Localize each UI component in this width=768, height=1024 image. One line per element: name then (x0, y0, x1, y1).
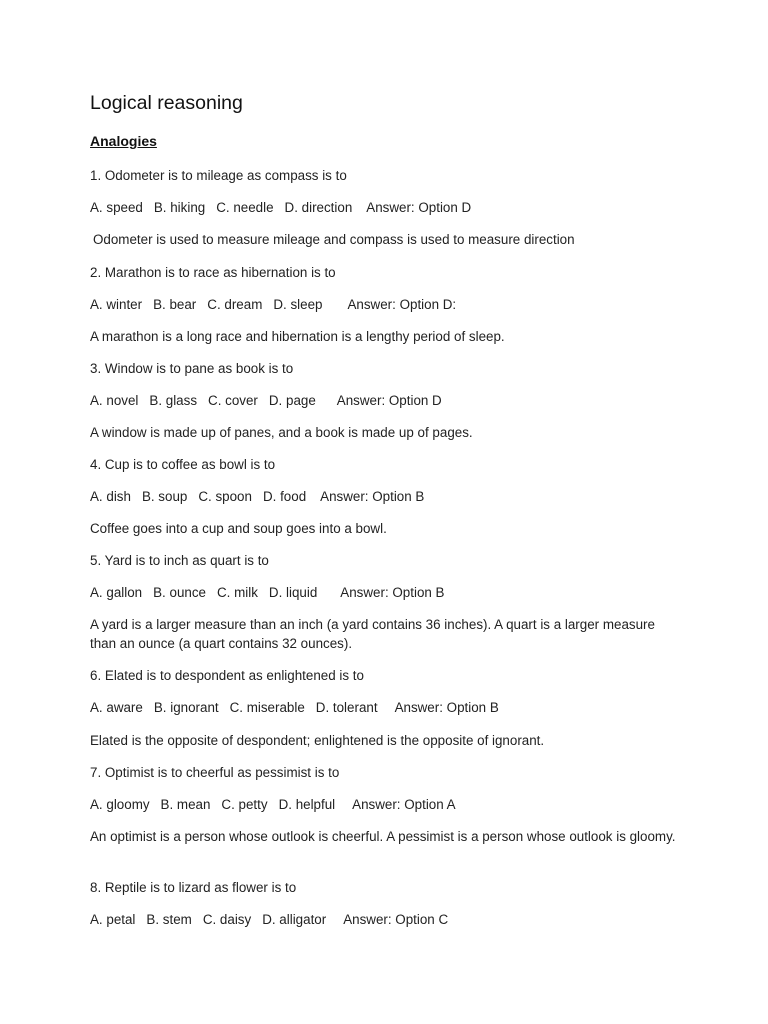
explanation: Elated is the opposite of despondent; enlightened is the opposite of ignorant. (90, 733, 545, 748)
option: A. speed (90, 200, 143, 215)
option: A. dish (90, 489, 131, 504)
option: A. aware (90, 700, 143, 715)
answer: Answer: Option A (352, 797, 456, 812)
question-text: 4. Cup is to coffee as bowl is to (90, 457, 276, 472)
option: A. gloomy (90, 797, 150, 812)
option: C. cover (208, 393, 258, 408)
answer: Answer: Option B (320, 489, 425, 504)
option: B. ignorant (153, 700, 219, 715)
option: C. spoon (198, 489, 252, 504)
explanation: A marathon is a long race and hibernation is a lengthy period of sleep. (90, 329, 505, 344)
question-text: 7. Optimist is to cheerful as pessimist is to (90, 765, 340, 780)
option: C. daisy (202, 912, 252, 927)
explanation: Odometer is used to measure mileage and compass is used to measure direction (93, 232, 575, 247)
question-options (90, 910, 448, 929)
page-title: Logical reasoning (90, 92, 243, 114)
question-text: 8. Reptile is to lizard as flower is to (90, 880, 297, 895)
option: D. tolerant (315, 700, 378, 715)
option: B. bear (153, 297, 197, 312)
question-text: 6. Elated is to despondent as enlightened is to (90, 668, 364, 683)
option: B. stem (146, 912, 192, 927)
answer: Answer: Option B (394, 700, 499, 715)
answer: Answer: Option C (343, 912, 449, 927)
question-options (90, 391, 442, 410)
explanation: An optimist is a person whose outlook is cheerful. A pessimist is a person whose outlook is gloomy. (90, 829, 676, 844)
option: C. needle (216, 200, 274, 215)
question-options (90, 487, 424, 506)
option: D. alligator (262, 912, 327, 927)
option: D. page (268, 393, 316, 408)
question-text: 3. Window is to pane as book is to (90, 361, 294, 376)
question-options (90, 295, 456, 314)
option: A. gallon (90, 585, 143, 600)
question-text: 2. Marathon is to race as hibernation is to (90, 265, 336, 280)
option: D. direction (284, 200, 353, 215)
question-text: 1. Odometer is to mileage as compass is to (90, 168, 347, 183)
option: D. food (262, 489, 307, 504)
option: D. sleep (273, 297, 323, 312)
option: A. novel (90, 393, 139, 408)
explanation: A yard is a larger measure than an inch (a yard contains 36 inches). A quart is a larger measure than an ounce (a quart contains 32 ounces). (90, 617, 655, 651)
option: D. liquid (268, 585, 318, 600)
option: A. petal (90, 912, 136, 927)
question-options (90, 795, 456, 814)
option: B. glass (149, 393, 198, 408)
option: C. milk (216, 585, 258, 600)
option: C. miserable (229, 700, 305, 715)
option: B. mean (160, 797, 211, 812)
option: B. soup (141, 489, 188, 504)
answer: Answer: Option D (336, 393, 442, 408)
option: D. helpful (278, 797, 336, 812)
question-options (90, 198, 471, 217)
option: B. ounce (153, 585, 206, 600)
question-options (90, 698, 499, 717)
option: C. dream (207, 297, 263, 312)
question-text: 5. Yard is to inch as quart is to (90, 553, 269, 568)
option: C. petty (221, 797, 268, 812)
answer: Answer: Option B (340, 585, 445, 600)
explanation: A window is made up of panes, and a book is made up of pages. (90, 425, 473, 440)
option: B. hiking (153, 200, 206, 215)
section-heading: Analogies (90, 133, 157, 149)
option: A. winter (90, 297, 143, 312)
explanation: Coffee goes into a cup and soup goes into a bowl. (90, 521, 387, 536)
answer: Answer: Option D (366, 200, 472, 215)
question-options (90, 583, 445, 602)
answer: Answer: Option D: (347, 297, 457, 312)
